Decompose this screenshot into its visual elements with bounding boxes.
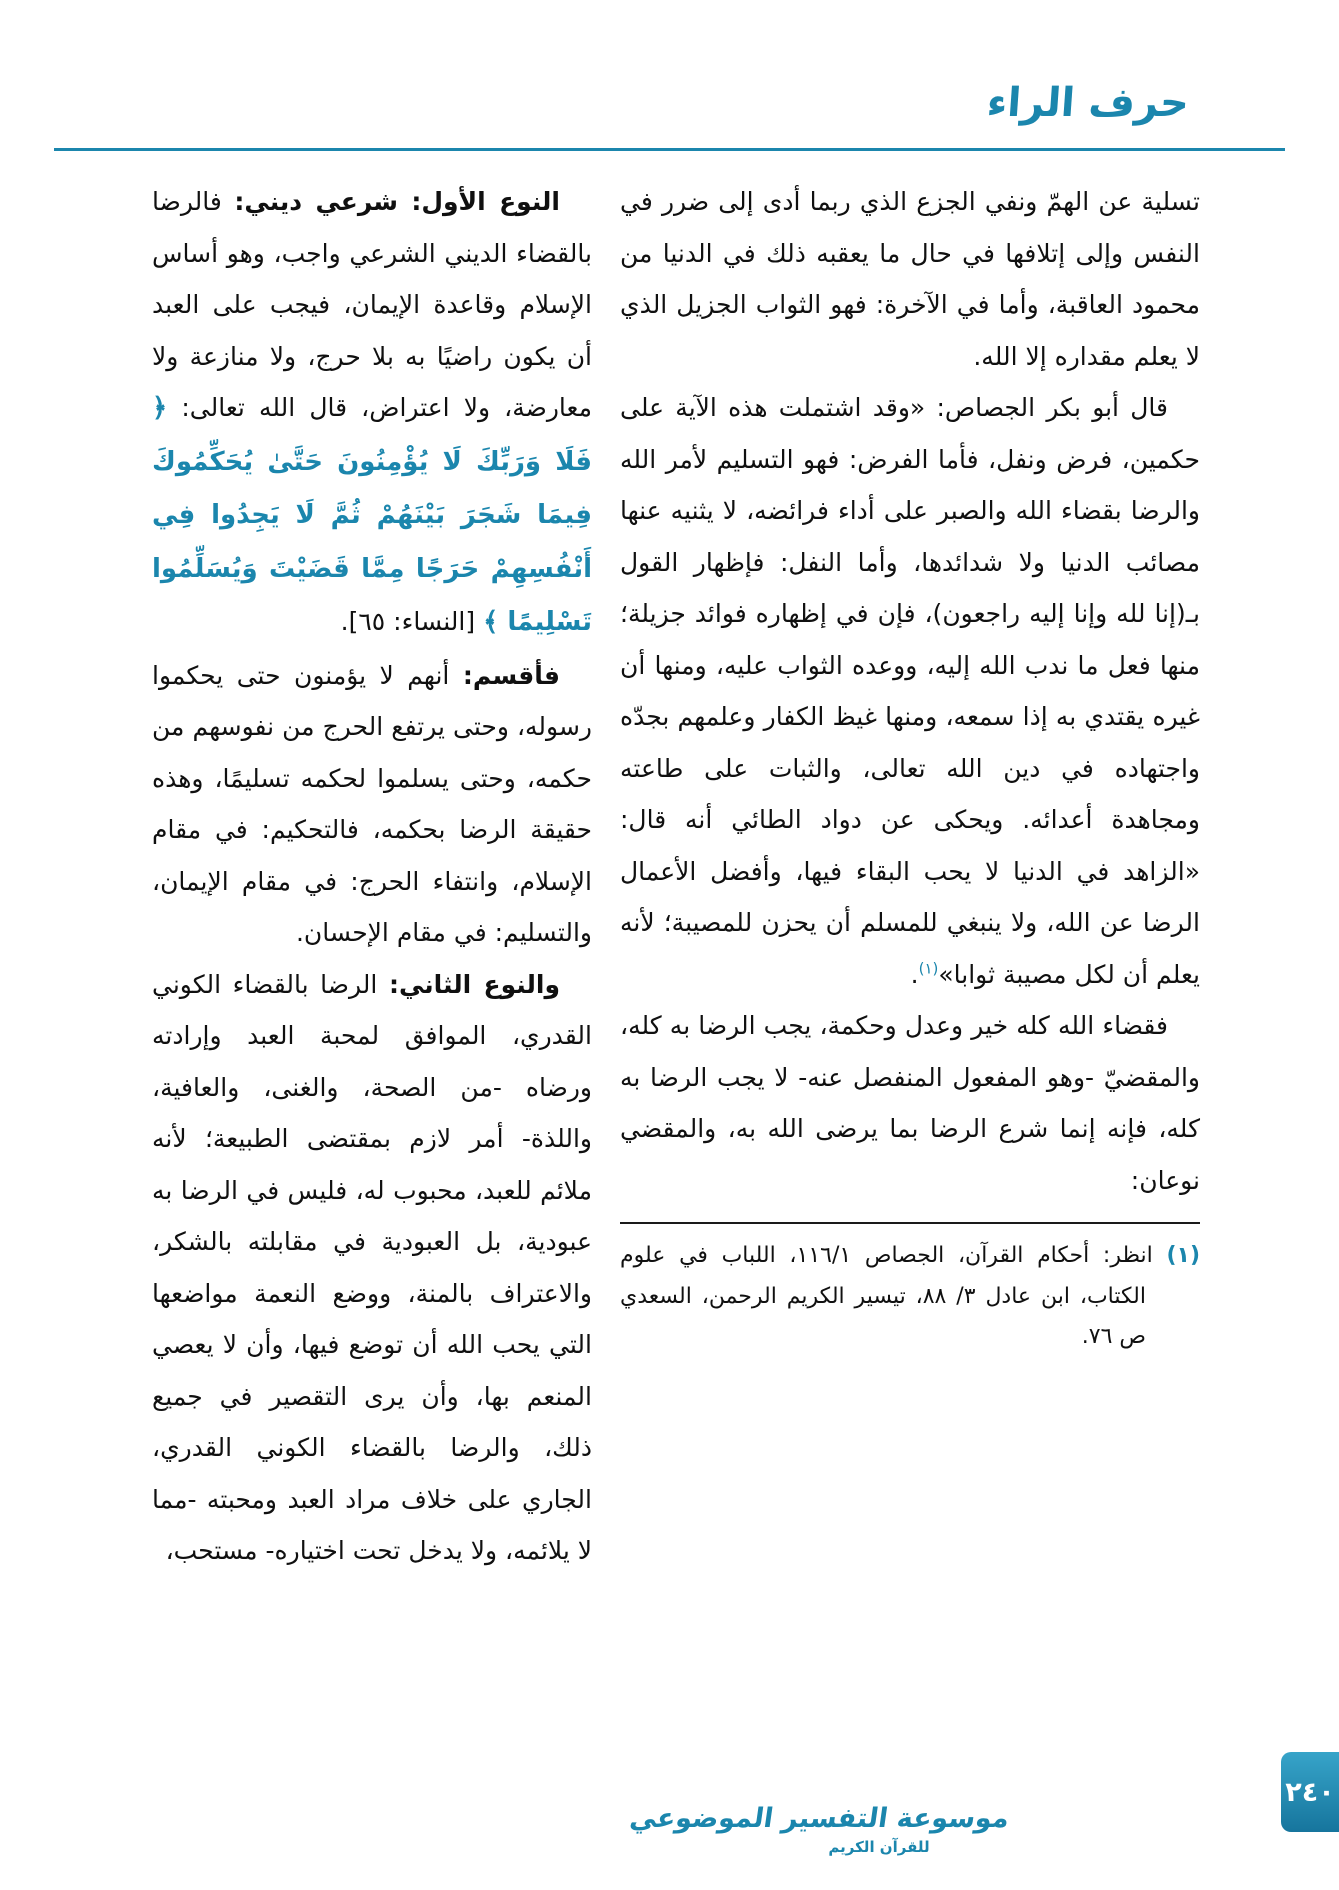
publisher-emblem [627,1803,1012,1856]
verse-reference: [النساء: ٦٥]. [340,607,476,637]
page-content [152,176,1200,1577]
page-number: ٢٤٠ [1285,1776,1335,1808]
footnote-number: (١) [1166,1243,1200,1268]
paragraph-type-two [152,959,592,1577]
footnote-block [620,1222,1200,1358]
paragraph-faaqsama [152,650,592,959]
paragraph-text: قال أبو بكر الجصاص: «وقد اشتملت هذه الآية على حكمين، فرض ونفل، فأما الفرض: فهو التسليم لأمر الله والرضا بقضاء الله والصبر على أداء فرائضه، لا يثنيه عنها مصائب الدنيا ولا شدائدها، وأما النفل: فإظهار القول بـ(إنا لله وإنا إليه راجعون)، فإن في إظهاره فوائد جزيلة؛ منها فعل ما ندب الله إليه، ووعده الثواب عليه، ومنها أن غيره يقتدي به إذا سمعه، ومنها غيظ الكفار وعلمهم بجدّه واجتهاده في دين الله تعالى، والثبات على طاعته ومجاهدة أعدائه. ويحكى عن دواد الطائي أنه قال: «الزاهد في الدنيا لا يحب البقاء فيها، وأفضل الأعمال الرضا عن الله، ولا ينبغي للمسلم أن يحزن للمصيبة؛ لأنه يعلم أن لكل مصيبة ثوابا» [620,393,1200,989]
emblem-subtitle: للقرآن الكريم [828,1838,930,1856]
page-number-badge [1281,1752,1339,1832]
paragraph-continuation [620,176,1200,382]
header-rule [54,148,1285,151]
paragraph-text: فالرضا بالقضاء الديني الشرعي واجب، وهو أساس الإسلام وقاعدة الإيمان، فيجب على العبد أن يكون راضيًا به بلا حرج، ولا منازعة ولا معارضة، ولا اعتراض، قال الله تعالى: [152,187,592,422]
paragraph-jassas-quote [620,382,1200,1000]
paragraph-tail: . [910,959,919,989]
footnote-entry [620,1236,1200,1358]
paragraph-qada-types [620,1000,1200,1206]
quran-verse: ﴿ فَلَا وَرَبِّكَ لَا يُؤْمِنُونَ حَتَّىٰ يُحَكِّمُوكَ فِيمَا شَجَرَ بَيْنَهُمْ ثُمَّ لَا يَجِدُوا فِي أَنْفُسِهِمْ حَرَجًا مِمَّا قَضَيْتَ وَيُسَلِّمُوا تَسْلِيمًا ﴾ [152,393,592,638]
paragraph-text: تسلية عن الهمّ ونفي الجزع الذي ربما أدى إلى ضرر في النفس وإلى إتلافها في حال ما يعقبه ذلك في الدنيا من محمود العاقبة، وأما في الآخرة: فهو الثواب الجزيل الذي لا يعلم مقداره إلا الله. [620,187,1200,371]
paragraph-lead: فأقسم: [462,660,561,690]
paragraph-lead: والنوع الثاني: [388,969,560,999]
paragraph-text: الرضا بالقضاء الكوني القدري، الموافق لمحبة العبد وإرادته ورضاه -من الصحة، والغنى، والعافية، واللذة- أمر لازم بمقتضى الطبيعة؛ لأنه ملائم للعبد، محبوب له، فليس في الرضا به عبودية، بل العبودية في مقابلته بالشكر، والاعتراف بالمنة، ووضع النعمة مواضعها التي يحب الله أن توضع فيها، وأن لا يعصي المنعم بها، وأن يرى التقصير في جميع ذلك، والرضا بالقضاء الكوني القدري، الجاري على خلاف مراد العبد ومحبته -مما لا يلائمه، ولا يدخل تحت اختياره- مستحب، [152,969,592,1566]
paragraph-text: فقضاء الله كله خير وعدل وحكمة، يجب الرضا به كله، والمقضيّ -وهو المفعول المنفصل عنه- لا يجب الرضا به كله، فإنه إنما شرع الرضا بما يرضى الله به، والمقضي نوعان: [620,1011,1200,1195]
column-left [152,176,592,1577]
emblem-title: موسوعة التفسير الموضوعي [627,1803,1012,1834]
footnote-text: انظر: أحكام القرآن، الجصاص ١١٦/١، اللباب في علوم الكتاب، ابن عادل ٣/ ٨٨، تيسير الكريم الرحمن، السعدي ص ٧٦. [620,1243,1153,1350]
chapter-title: حرف الراء [985,80,1191,126]
column-right [620,176,1200,1577]
paragraph-lead: النوع الأول: شرعي ديني: [234,187,560,216]
footnote-ref-marker: (١) [918,959,939,978]
paragraph-type-one [152,176,592,650]
paragraph-text: أنهم لا يؤمنون حتى يحكموا رسوله، وحتى يرتفع الحرج من نفوسهم من حكمه، وحتى يسلموا لحكمه تسليمًا، وهذه حقيقة الرضا بحكمه، فالتحكيم: في مقام الإسلام، وانتفاء الحرج: في مقام الإيمان، والتسليم: في مقام الإحسان. [152,660,592,948]
